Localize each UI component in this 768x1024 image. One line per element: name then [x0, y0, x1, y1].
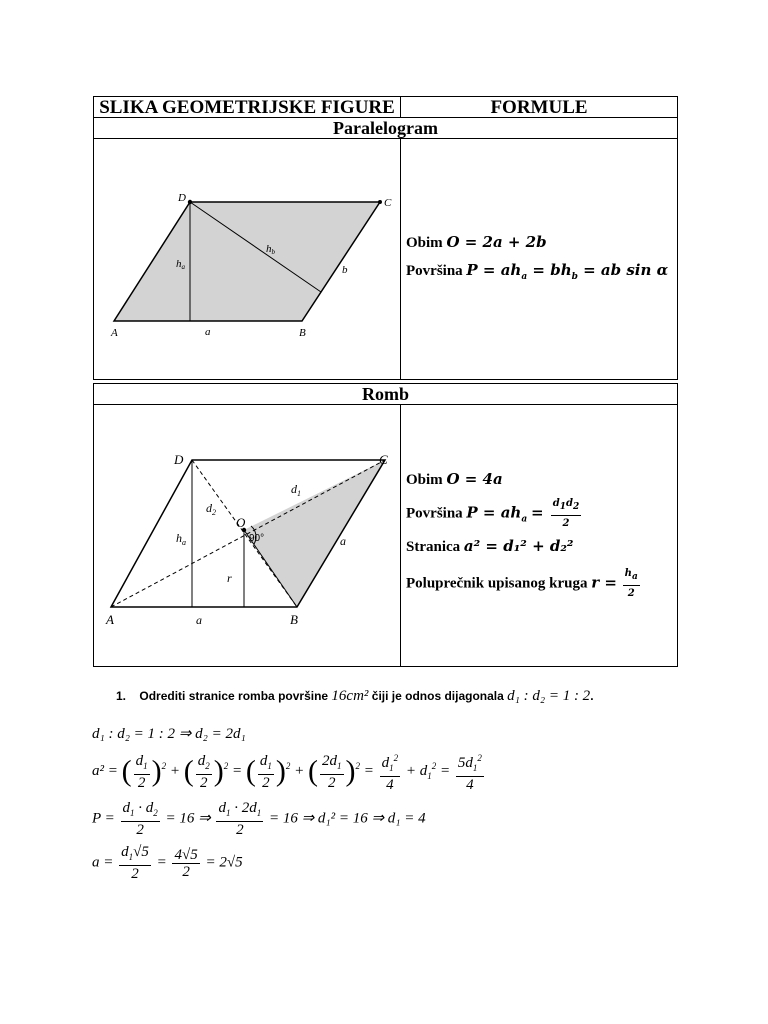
column-header-figure: SLIKA GEOMETRIJSKE FIGURE — [99, 97, 395, 118]
height-label-ha: ha — [176, 258, 185, 271]
column-header-formulas: FORMULE — [490, 97, 588, 118]
vertex-label-b: B — [299, 327, 306, 339]
solution-line-1: d₁ : d₂ = 1 : 2 ⇒ d₂ = 2d₁ — [92, 726, 246, 742]
section-title-romb: Romb — [361, 384, 409, 404]
vertex-label-a: A — [111, 327, 118, 339]
solution-line-3: P = $\frac{d_1 \cdot d_2}{2}$ = 16 ⇒ $\frac{d_1 \cdot 2d_1}{2}$ = 16 ⇒ d₁² = 16 ⇒ d₁ = 4 — [92, 800, 426, 838]
formula-paralelogram-area: Površina $P = ah_a = bh_b$ = ab sin α — [406, 261, 669, 282]
center-label-o: O — [236, 515, 246, 530]
parallelogram-figure — [94, 139, 400, 379]
task-text-a: Odrediti stranice romba površine — [139, 689, 329, 703]
height-label-ha: $h_a$ — [176, 531, 186, 547]
side-label-a-right: a — [340, 534, 346, 548]
task-ratio: d₁ : d₂ = 1 : 2 — [507, 688, 591, 704]
diagonal-label-d1: $d_1$ — [291, 482, 301, 498]
vertex-label-c: C — [379, 452, 388, 467]
angle-label-90: 90° — [249, 533, 265, 544]
task-statement: 1. Odrediti stranice romba površine 16cm² čiji je odnos dijagonala d₁ : d₂ = 1 : 2. — [116, 688, 594, 704]
formula-paralelogram-perimeter: Obim O = 2a + 2b — [406, 233, 547, 251]
vertex-label-d: D — [178, 192, 186, 204]
solution-line-2: a² = ( $\frac{d_1}{2}$ )$^2$ + ( $\frac{d_2}{2}$ )$^2$ = ( $\frac{d_1}{2}$ )$^2$ + ( $\frac{2d_1}{2}$ )$^2$ = $\frac{d_1^2}{4}$ + $d_1^2$ = $\frac{5d_1^2}{4}$ — [92, 750, 486, 793]
rhombus-figure — [94, 405, 400, 666]
side-label-a-bottom: a — [196, 613, 202, 627]
diagonal-label-d2: $d_2$ — [206, 501, 216, 517]
height-label-hb: hb — [266, 243, 275, 256]
task-number: 1. — [116, 689, 127, 703]
task-text-b: čiji je odnos dijagonala — [371, 689, 504, 703]
formula-romb-area: Površina $P = ah_a$ = $\frac{d_1d_2}{2}$ — [406, 498, 580, 529]
vertex-label-b: B — [290, 612, 298, 627]
solution-line-4: a = $\frac{d_1√5}{2}$ = $\frac{4√5}{2}$ = 2√5 — [92, 844, 243, 882]
side-label-a: a — [205, 326, 211, 338]
radius-label-r: r — [227, 571, 232, 585]
vertex-label-d: D — [174, 452, 184, 467]
vertex-label-a: A — [106, 612, 114, 627]
side-label-b: b — [342, 264, 348, 276]
formula-romb-inradius: Poluprečnik upisanog kruga r = $\frac{h_a}{2}$ — [406, 568, 638, 599]
formula-romb-perimeter: Obim O = 4a — [406, 470, 503, 488]
vertex-label-c: C — [384, 197, 392, 209]
formula-romb-side: Stranica a² = d₁² + d₂² — [406, 537, 574, 555]
task-area: 16cm² — [331, 688, 369, 704]
section-title-paralelogram: Paralelogram — [333, 118, 438, 138]
